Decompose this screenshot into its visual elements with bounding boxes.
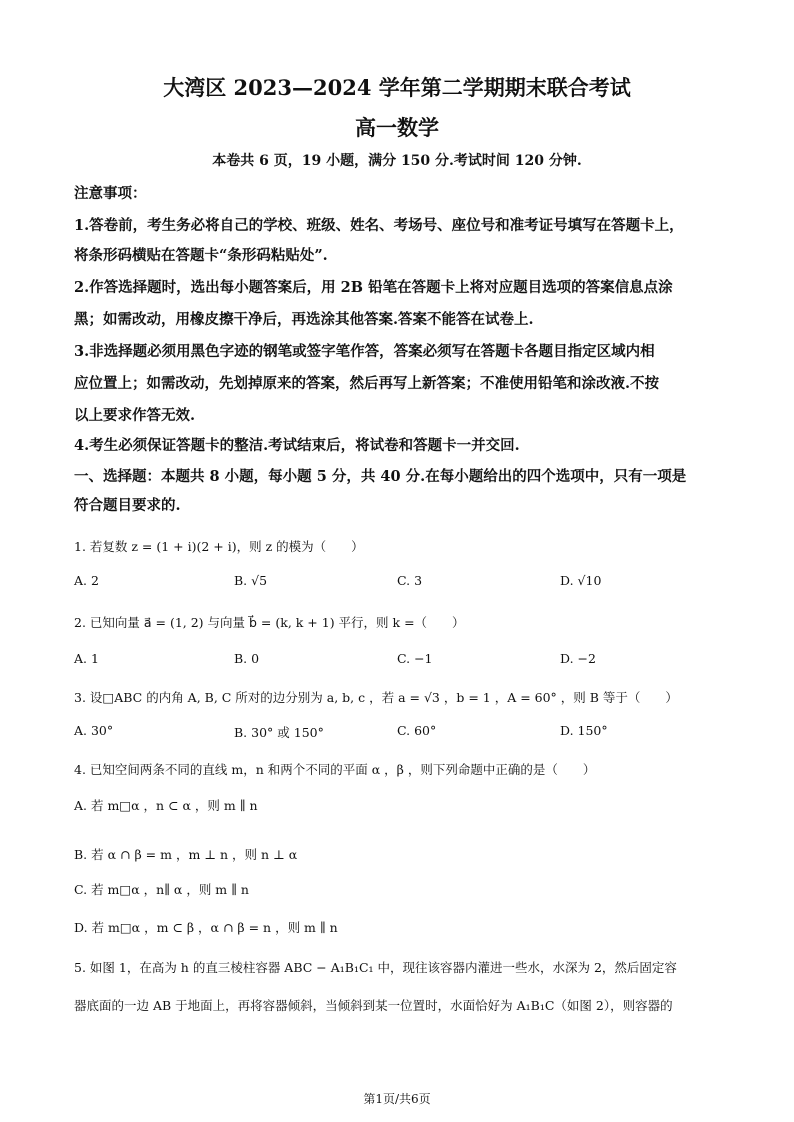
option-b: B. √5 [234,573,268,588]
option-c: C. 60° [397,723,437,738]
option-d: D. 若 m□α ，m ⊂ β ，α ∩ β = n ，则 m ∥ n [74,920,338,935]
section-heading: 符合题目要求的. [74,497,181,514]
question-stem: 4. 已知空间两条不同的直线 m，n 和两个不同的平面 α ，β ，则下列命题中正确的是（ ） [74,762,596,777]
option-b: B. 30° 或 150° [234,725,324,740]
notes-line: 4.考生必须保证答题卡的整洁.考试结束后，将试卷和答题卡一并交回. [74,437,520,454]
option-d: D. −2 [560,651,596,666]
option-c: C. −1 [397,651,433,666]
notes-line: 应位置上；如需改动，先划掉原来的答案，然后再写上新答案；不准使用铅笔和涂改液.不按 [74,375,660,392]
section-heading: 一、选择题：本题共 8 小题，每小题 5 分，共 40 分.在每小题给出的四个选项中，只有一项是 [74,468,687,485]
option-a: A. 若 m□α ，n ⊂ α ，则 m ∥ n [74,798,258,813]
question-stem: 2. 已知向量 a⃗ = (1, 2) 与向量 b⃗ = (k, k + 1) 平行，则 k =（ ） [74,615,465,630]
option-c: C. 3 [397,573,423,588]
notes-line: 以上要求作答无效. [74,407,196,424]
option-d: D. √10 [560,573,602,588]
question-stem: 5. 如图 1，在高为 h 的直三棱柱容器 ABC − A₁B₁C₁ 中，现往该容器内灌进一些水，水深为 2，然后固定容 [74,960,677,975]
question-stem: 1. 若复数 z = (1 + i)(2 + i)，则 z 的模为（ ） [74,539,364,554]
notes-line: 将条形码横贴在答题卡“条形码粘贴处”. [74,247,328,264]
option-a: A. 1 [74,651,99,666]
option-c: C. 若 m□α ，n∥ α ，则 m ∥ n [74,882,249,897]
notes-line: 3.非选择题必须用黑色字迹的钢笔或签字笔作答，答案必须写在答题卡各题目指定区域内相 [74,343,655,360]
option-b: B. 若 α ∩ β = m ，m ⊥ n ，则 n ⊥ α [74,847,298,862]
option-a: A. 2 [74,573,99,588]
question-stem: 3. 设□ABC 的内角 A, B, C 所对的边分别为 a, b, c ，若 a = √3 ，b = 1 ，A = 60° ，则 B 等于（ ） [74,690,678,705]
exam-info: 本卷共 6 页，19 小题，满分 150 分.考试时间 120 分钟. [212,153,582,169]
notes-line: 1.答卷前，考生务必将自己的学校、班级、姓名、考场号、座位号和准考证号填写在答题卡上， [74,217,684,234]
question-stem: 器底面的一边 AB 于地面上，再将容器倾斜，当倾斜到某一位置时，水面恰好为 A₁B₁C（如图 2），则容器的 [74,998,673,1013]
option-b: B. 0 [234,651,260,666]
exam-title: 大湾区 2023—2024 学年第二学期期末联合考试 [163,75,631,100]
exam-subject: 高一数学 [355,115,439,140]
page-number: 第1页/共6页 [363,1092,431,1106]
option-d: D. 150° [560,723,608,738]
option-a: A. 30° [74,723,114,738]
notes-heading: 注意事项： [74,185,147,202]
notes-line: 2.作答选择题时，选出每小题答案后，用 2B 铅笔在答题卡上将对应题目选项的答案信息点涂 [74,279,673,296]
notes-line: 黑；如需改动，用橡皮擦干净后，再选涂其他答案.答案不能答在试卷上. [74,311,534,328]
